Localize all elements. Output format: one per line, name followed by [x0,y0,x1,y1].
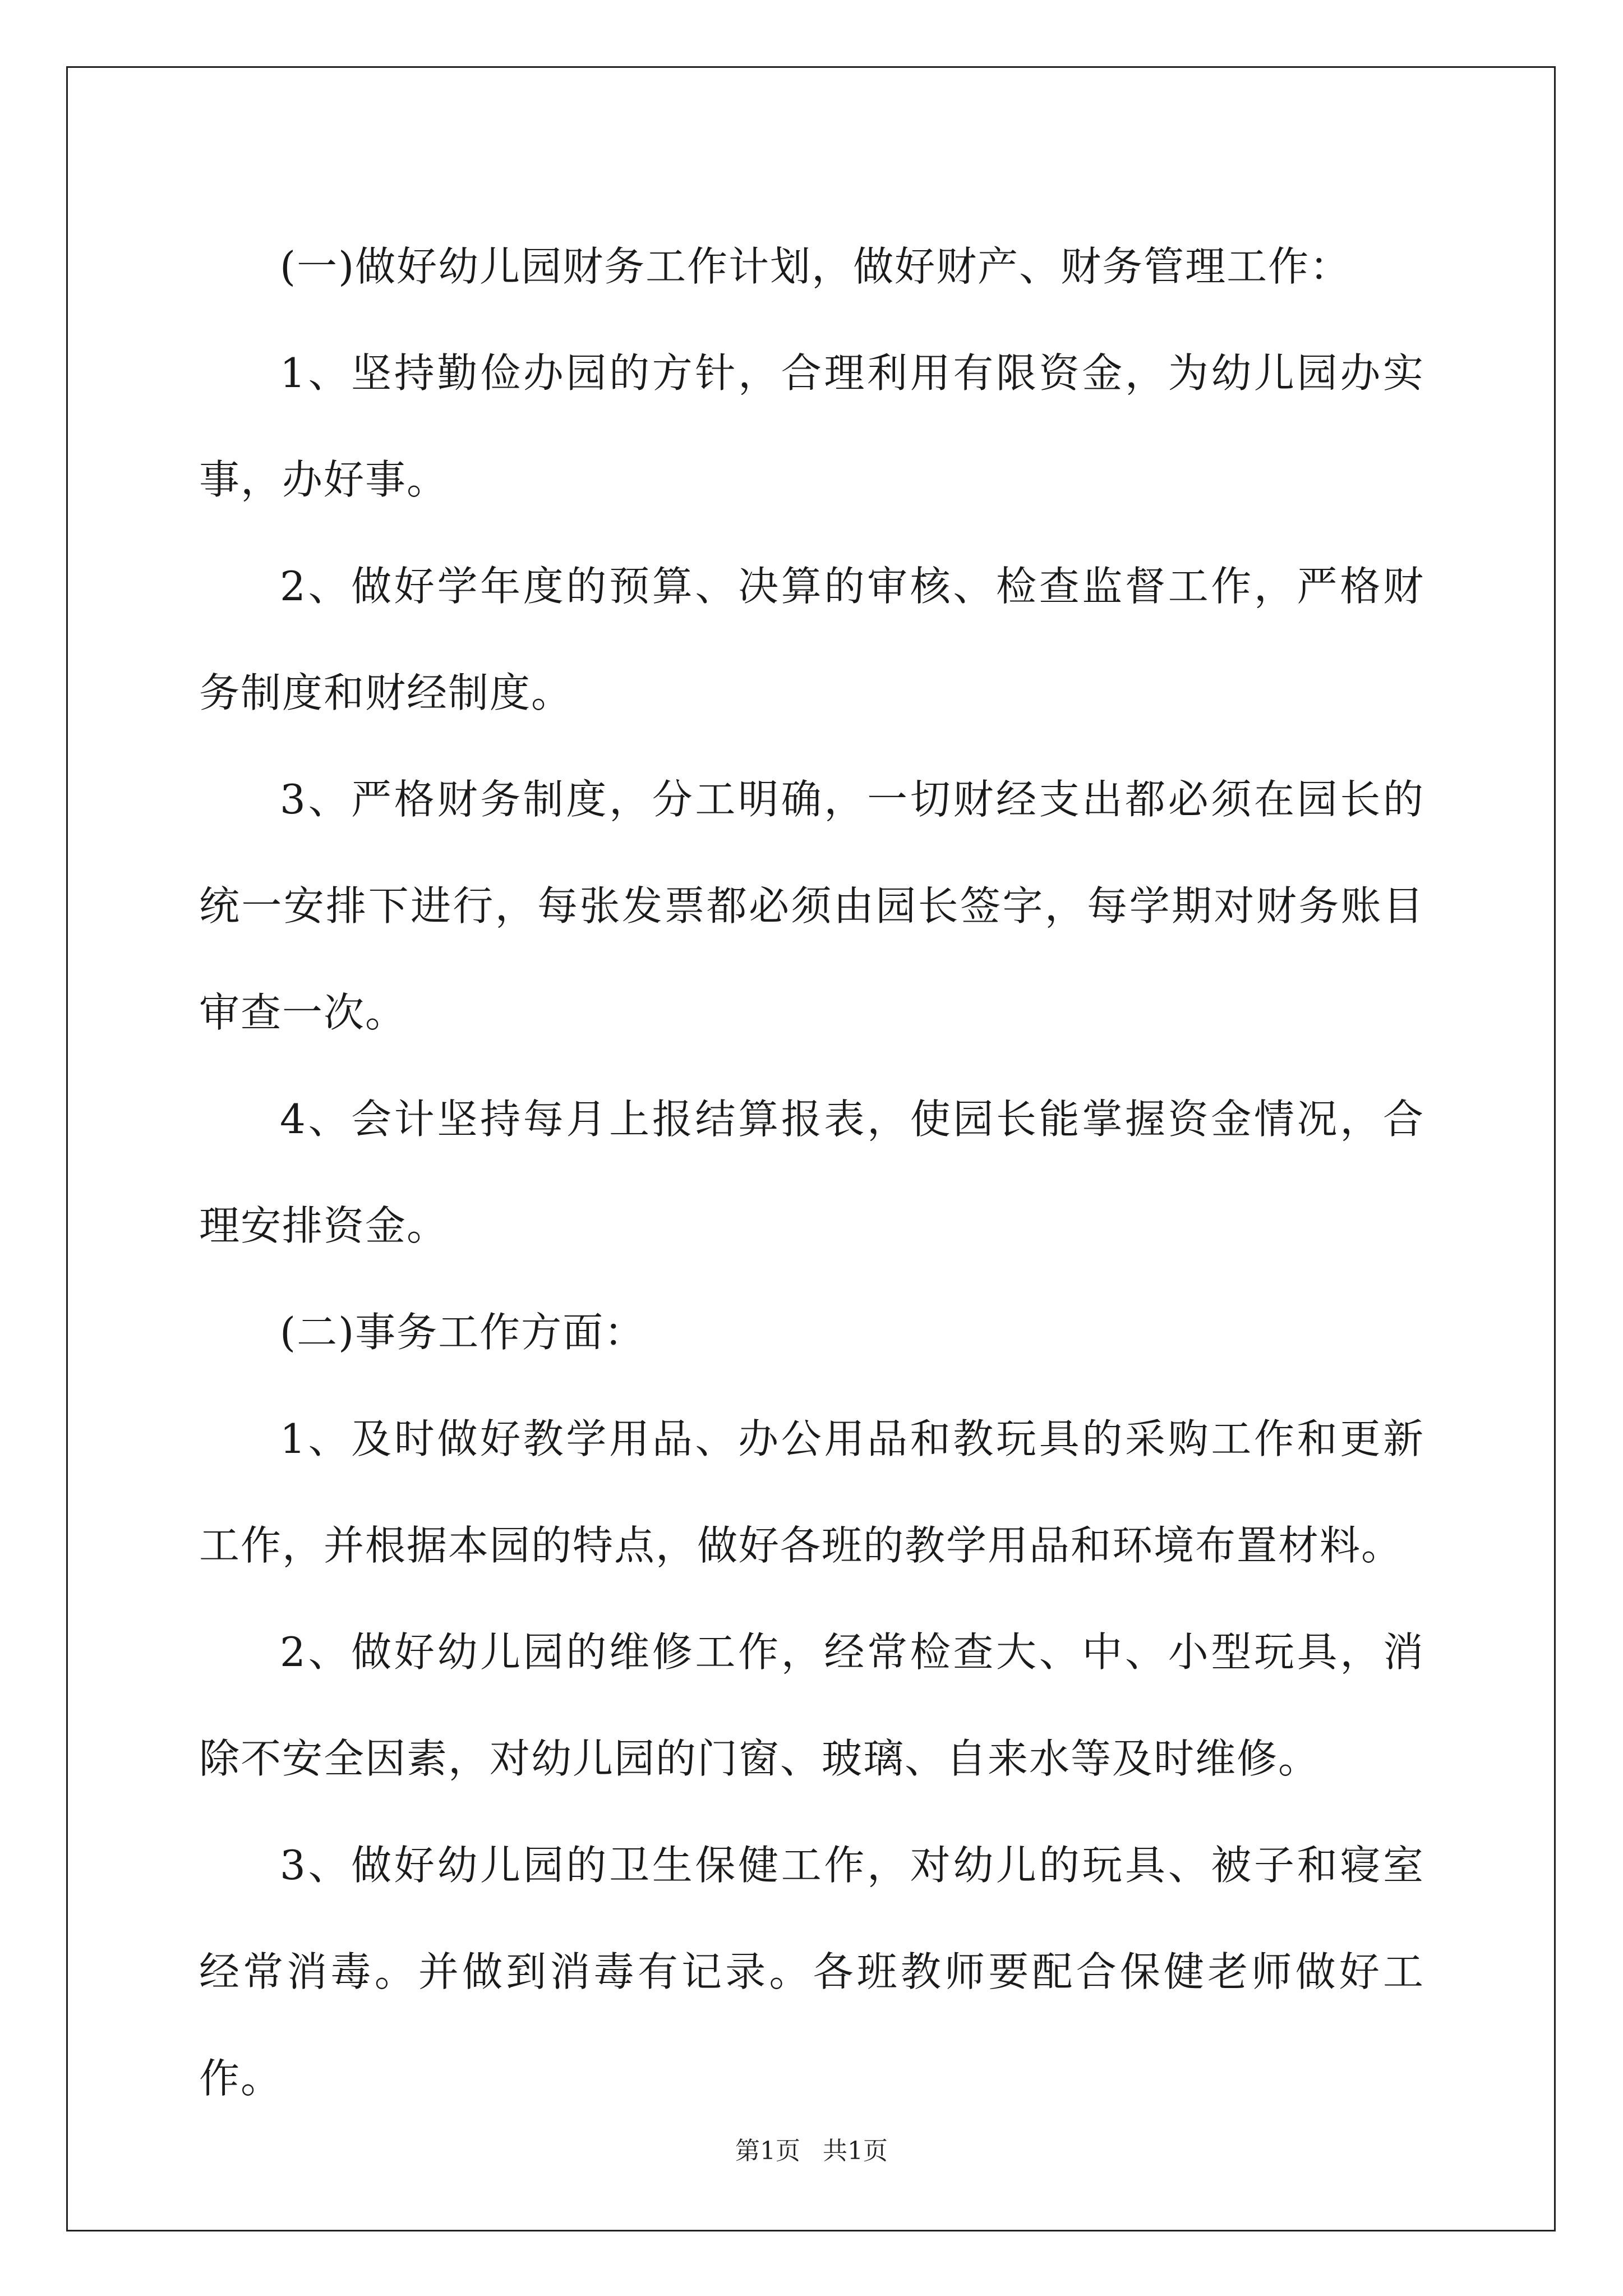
affairs-item-2: 2、做好幼儿园的维修工作，经常检查大、中、小型玩具，消除不安全因素，对幼儿园的门窗、玻璃、自来水等及时维修。 [199,1628,1424,1782]
affairs-item-1: 1、及时做好教学用品、办公用品和教玩具的采购工作和更新工作，并根据本园的特点，做好各班的教学用品和环境布置材料。 [199,1415,1424,1569]
finance-item-4: 4、会计坚持每月上报结算报表，使园长能掌握资金情况，合理安排资金。 [199,1096,1424,1249]
finance-item-1: 1、坚持勤俭办园的方针，合理利用有限资金，为幼儿园办实事，办好事。 [199,349,1424,503]
finance-item-3: 3、严格财务制度，分工明确，一切财经支出都必须在园长的统一安排下进行，每张发票都必须由园长签字，每学期对财务账目审查一次。 [199,776,1424,1036]
page-footer [0,2131,1623,2166]
page-number: 第1页 [735,2137,800,2165]
finance-item-2: 2、做好学年度的预算、决算的审核、检查监督工作，严格财务制度和财经制度。 [199,563,1424,716]
page-total: 共1页 [823,2137,888,2165]
section-heading-finance: (一)做好幼儿园财务工作计划，做好财产、财务管理工作： [280,243,1352,290]
section-heading-affairs: (二)事务工作方面： [280,1309,646,1356]
document-body [199,213,1424,2132]
affairs-item-3: 3、做好幼儿园的卫生保健工作，对幼儿的玩具、被子和寝室经常消毒。并做到消毒有记录。各班教师要配合保健老师做好工作。 [199,1842,1424,2102]
